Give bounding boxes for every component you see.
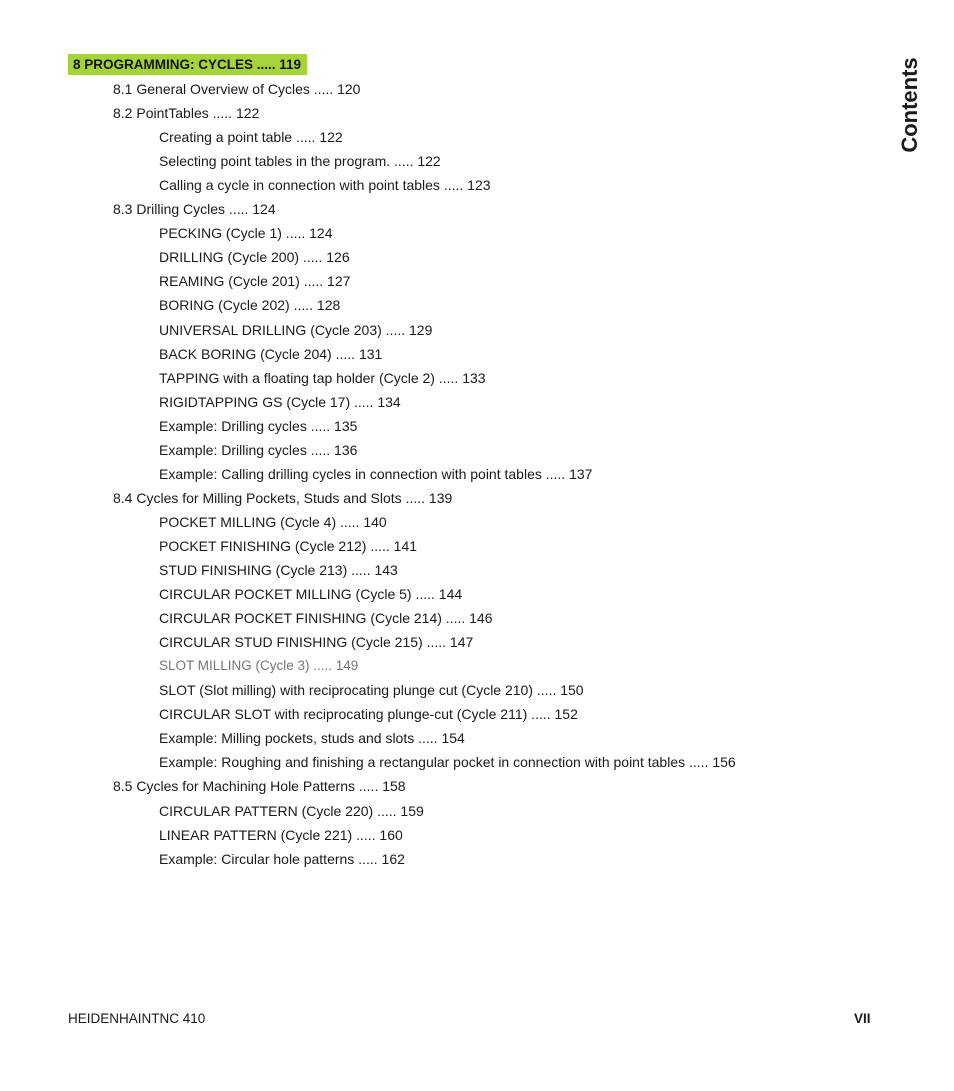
- toc-subsection-entry[interactable]: Selecting point tables in the program. ..... 122: [159, 153, 441, 169]
- chapter-heading[interactable]: 8 PROGRAMMING: CYCLES ..... 119: [68, 54, 307, 75]
- toc-subsection-entry[interactable]: PECKING (Cycle 1) ..... 124: [159, 225, 333, 241]
- toc-subsection-entry[interactable]: SLOT MILLING (Cycle 3) ..... 149: [159, 658, 359, 673]
- toc-section-entry[interactable]: 8.3 Drilling Cycles ..... 124: [113, 201, 276, 217]
- toc-subsection-entry[interactable]: Example: Circular hole patterns ..... 162: [159, 851, 405, 867]
- toc-subsection-entry[interactable]: LINEAR PATTERN (Cycle 221) ..... 160: [159, 827, 403, 843]
- footer-product-name: HEIDENHAINTNC 410: [68, 1011, 206, 1026]
- toc-subsection-entry[interactable]: CIRCULAR PATTERN (Cycle 220) ..... 159: [159, 803, 424, 819]
- footer-page-number: VII: [854, 1011, 871, 1026]
- toc-subsection-entry[interactable]: Example: Calling drilling cycles in connection with point tables ..... 137: [159, 466, 593, 482]
- toc-subsection-entry[interactable]: Example: Roughing and finishing a rectangular pocket in connection with point tables ..... 156: [159, 754, 736, 770]
- toc-subsection-entry[interactable]: CIRCULAR POCKET MILLING (Cycle 5) ..... 144: [159, 586, 463, 602]
- toc-subsection-entry[interactable]: Example: Milling pockets, studs and slots ..... 154: [159, 730, 465, 746]
- toc-subsection-entry[interactable]: RIGIDTAPPING GS (Cycle 17) ..... 134: [159, 394, 401, 410]
- contents-side-tab: [890, 50, 930, 160]
- toc-subsection-entry[interactable]: TAPPING with a floating tap holder (Cycle 2) ..... 133: [159, 370, 486, 386]
- toc-subsection-entry[interactable]: Example: Drilling cycles ..... 135: [159, 418, 358, 434]
- toc-section-entry[interactable]: 8.1 General Overview of Cycles ..... 120: [113, 81, 361, 97]
- toc-subsection-entry[interactable]: DRILLING (Cycle 200) ..... 126: [159, 249, 350, 265]
- toc-subsection-entry[interactable]: STUD FINISHING (Cycle 213) ..... 143: [159, 562, 398, 578]
- toc-subsection-entry[interactable]: UNIVERSAL DRILLING (Cycle 203) ..... 129: [159, 322, 433, 338]
- toc-section-entry[interactable]: 8.5 Cycles for Machining Hole Patterns ..... 158: [113, 778, 406, 794]
- toc-subsection-entry[interactable]: POCKET MILLING (Cycle 4) ..... 140: [159, 514, 387, 530]
- toc-subsection-entry[interactable]: Example: Drilling cycles ..... 136: [159, 442, 358, 458]
- toc-subsection-entry[interactable]: CIRCULAR STUD FINISHING (Cycle 215) ..... 147: [159, 634, 474, 650]
- toc-subsection-entry[interactable]: CIRCULAR POCKET FINISHING (Cycle 214) ..... 146: [159, 610, 493, 626]
- toc-section-entry[interactable]: 8.2 PointTables ..... 122: [113, 105, 260, 121]
- toc-subsection-entry[interactable]: REAMING (Cycle 201) ..... 127: [159, 273, 351, 289]
- toc-subsection-entry[interactable]: Calling a cycle in connection with point tables ..... 123: [159, 177, 491, 193]
- toc-subsection-entry[interactable]: SLOT (Slot milling) with reciprocating plunge cut (Cycle 210) ..... 150: [159, 682, 584, 698]
- toc-subsection-entry[interactable]: Creating a point table ..... 122: [159, 129, 343, 145]
- toc-subsection-entry[interactable]: CIRCULAR SLOT with reciprocating plunge-cut (Cycle 211) ..... 152: [159, 706, 578, 722]
- toc-subsection-entry[interactable]: POCKET FINISHING (Cycle 212) ..... 141: [159, 538, 418, 554]
- toc-section-entry[interactable]: 8.4 Cycles for Milling Pockets, Studs and Slots ..... 139: [113, 490, 453, 506]
- toc-subsection-entry[interactable]: BACK BORING (Cycle 204) ..... 131: [159, 346, 383, 362]
- contents-side-tab-label: Contents: [897, 57, 922, 153]
- toc-subsection-entry[interactable]: BORING (Cycle 202) ..... 128: [159, 297, 341, 313]
